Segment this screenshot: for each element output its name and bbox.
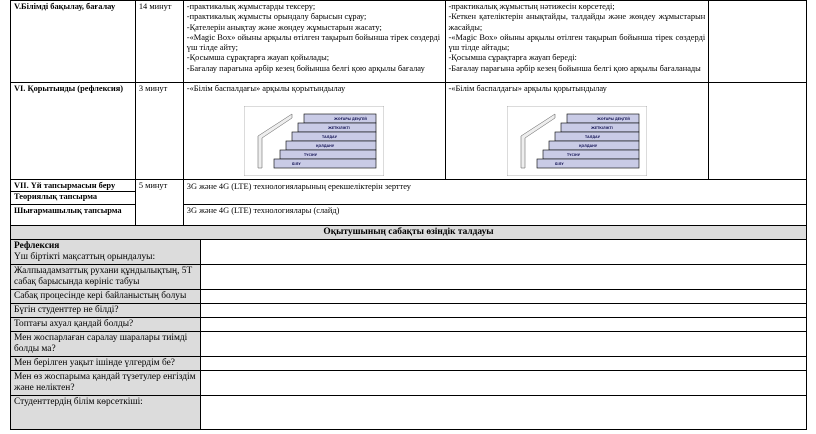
analysis-item: Мен берілген уақыт ішінде үлгердім бе?	[11, 357, 201, 371]
stair-label: ҚОЛДАНУ	[578, 144, 598, 149]
teacher-activity-cell	[183, 83, 445, 180]
student-line: -«Magic Box» ойыны арқылы өтілген тақырып бойынша тірек сөздерді үш тілде айтады;	[448, 32, 706, 53]
theory-task-text: 3G және 4G (LTE) технологияларының ерекшеліктерін зерттеу	[183, 180, 806, 205]
teacher-line: -Қосымша сұрақтарға жауап қойылады;	[186, 53, 330, 63]
stair-label: ҚОЛДАНУ	[316, 144, 335, 149]
teacher-line: -практикалық жұмысты орындалу барысын сұрау;	[186, 12, 367, 22]
table-row	[11, 240, 807, 265]
stair-label: ЖЕТКІЛІКТІ	[328, 126, 350, 131]
analysis-answer	[200, 240, 806, 265]
table-row	[11, 180, 807, 205]
student-line: -«Білім баспалдағы» арқылы қорытындылау	[448, 84, 607, 93]
analysis-item-text: Үш біртікті мақсаттың орындалуы:	[14, 252, 156, 262]
stair-label: ТҮСІНУ	[566, 153, 580, 158]
analysis-answer	[200, 371, 806, 396]
table-row	[11, 204, 807, 226]
creative-task-text: 3G және 4G (LTE) технологиялары (слайд)	[183, 204, 806, 226]
self-analysis-table	[10, 225, 807, 430]
student-line: -практикалық жұмыстың нәтижесін көрсетеді;	[448, 2, 615, 11]
table-row	[11, 332, 807, 357]
homework-stage: VII. Үй тапсырмасын беру	[14, 181, 116, 190]
table-row	[11, 396, 807, 430]
stair-label: ТАЛДАУ	[584, 135, 600, 140]
analysis-answer	[200, 332, 806, 357]
analysis-item: Бүгін студенттер не білді?	[11, 304, 201, 318]
teacher-line: -Бағалау парағына әрбір кезең бойынша белгі қою арқылы бағалау	[186, 63, 425, 73]
table-row	[11, 357, 807, 371]
table-row	[11, 290, 807, 304]
analysis-item: Мен жоспарлаған саралау шаралары тиімді болды ма?	[11, 332, 201, 357]
student-activity-cell	[445, 83, 709, 180]
teacher-activity-cell	[183, 1, 445, 83]
resources-cell	[709, 1, 807, 83]
analysis-answer	[200, 396, 806, 430]
student-line: -Кеткен қателіктерін анықтайды, талдайды және жөндеу жұмыстарын жасайды;	[448, 12, 706, 32]
stair-label: БІЛУ	[554, 162, 564, 167]
teacher-line: -«Magic Box» ойыны арқылы өтілген тақырып бойынша тірек сөздерді үш тілде айту;	[186, 32, 441, 53]
teacher-line: -«Білім баспалдағы» арқылы қорытындылау	[186, 84, 346, 93]
table-row	[11, 371, 807, 396]
resources-cell	[709, 83, 807, 180]
theory-task-label: Теориялық тапсырма	[11, 191, 135, 202]
analysis-answer	[200, 318, 806, 332]
analysis-answer	[200, 357, 806, 371]
lesson-plan-table	[10, 0, 807, 227]
stair-label: ТҮСІНУ	[304, 153, 318, 158]
analysis-title: Оқытушының сабақты өзіндік талдауы	[11, 226, 807, 240]
stair-label: ЖОҒАРЫ ДЕҢГЕЙ	[334, 117, 368, 122]
analysis-item: Мен өз жоспарыма қандай түзетулер енгіздім және неліктен?	[11, 371, 201, 396]
table-row	[11, 304, 807, 318]
analysis-item: Топтағы ахуал қандай болды?	[11, 318, 201, 332]
analysis-item	[11, 240, 201, 265]
table-row	[11, 318, 807, 332]
time-cell: 3 минут	[135, 83, 183, 180]
analysis-item: Сабақ процесінде кері байланыстың болуы	[11, 290, 201, 304]
time-cell: 14 минут	[135, 1, 183, 83]
student-line: -Қосымша сұрақтарға жауап береді:	[448, 53, 577, 63]
table-row	[11, 83, 807, 180]
homework-stage-cell	[11, 180, 136, 205]
table-row	[11, 1, 807, 83]
time-cell: 5 минут	[135, 180, 183, 227]
knowledge-staircase-image	[507, 106, 647, 176]
stage-cell: VI. Қорытынды (рефлексия)	[11, 83, 136, 180]
analysis-item: Студенттердің білім көрсеткіші:	[11, 396, 201, 430]
knowledge-staircase-image	[244, 106, 384, 176]
stair-label: БІЛУ	[292, 162, 301, 167]
student-line: -Бағалау парағына әрбір кезең бойынша белгі қою арқылы бағаланады	[448, 63, 701, 73]
table-row	[11, 226, 807, 240]
table-row	[11, 265, 807, 290]
reflection-title: Рефлексия	[14, 241, 60, 251]
analysis-answer	[200, 304, 806, 318]
teacher-line: -практикалық жұмыстарды тексеру;	[186, 2, 316, 11]
creative-task-label: Шығармашылық тапсырма	[11, 204, 136, 226]
teacher-line: -Қателерін анықтау және жөндеу жұмыстарын жасату;	[186, 22, 382, 32]
stair-label: ЖЕТКІЛІКТІ	[590, 126, 613, 131]
stair-label: ЖОҒАРЫ ДЕҢГЕЙ	[596, 117, 630, 122]
stage-cell: V.Білімді бақылау, бағалау	[11, 1, 136, 83]
analysis-answer	[200, 290, 806, 304]
student-activity-cell	[445, 1, 709, 83]
stair-label: ТАЛДАУ	[322, 135, 338, 140]
analysis-answer	[200, 265, 806, 290]
analysis-item: Жалпыадамзаттық рухани құндылықтың, 5Т сабақ барысында көрініс табуы	[11, 265, 201, 290]
